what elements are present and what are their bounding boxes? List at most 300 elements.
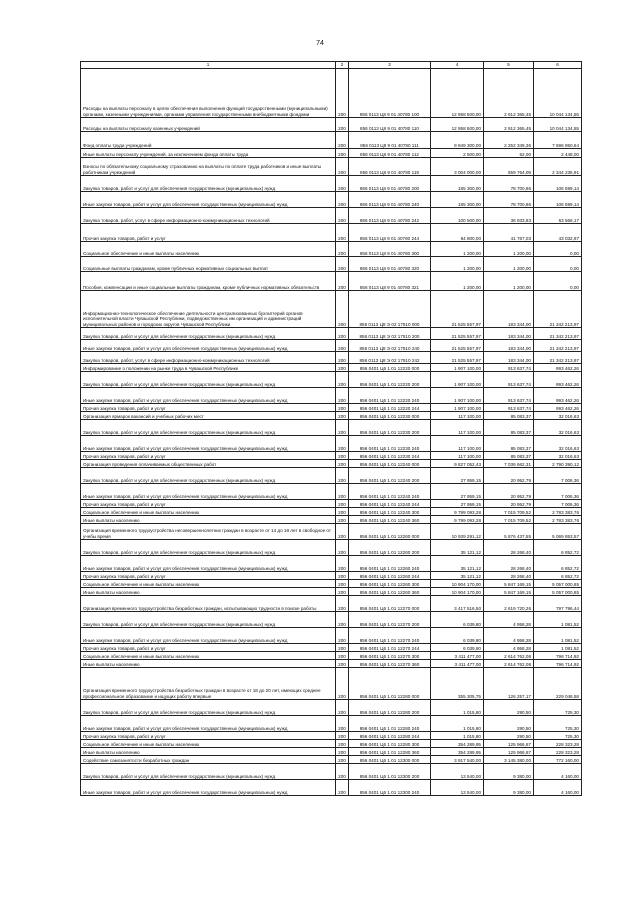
- row-executed-amount-cell: 125 966,67: [484, 740, 534, 748]
- row-unexecuted-amount-cell: 229 048,58: [534, 668, 582, 700]
- row-unexecuted-amount-cell: 5 069 853,57: [534, 524, 582, 540]
- table-row: [81, 452, 582, 460]
- row-budget-code-cell: 856 0401 Ц6 1 01 12240 360: [349, 516, 431, 524]
- row-executed-amount-cell: 85 083,37: [484, 436, 534, 452]
- table-row: [81, 468, 582, 484]
- table-row: [81, 516, 582, 524]
- table-row: [81, 272, 582, 291]
- table-row: [81, 149, 582, 158]
- row-line-code-cell: 200: [336, 158, 349, 176]
- row-executed-amount-cell: 2 252 349,36: [484, 132, 534, 149]
- row-line-code-cell: 200: [336, 540, 349, 556]
- row-executed-amount-cell: 20 952,79: [484, 468, 534, 484]
- row-name-cell: Закупка товаров, работ, услуг в сфере информационно-коммуникационных технологий: [81, 208, 336, 224]
- table-row: [81, 257, 582, 272]
- row-budget-code-cell: 856 0401 Ц6 1 01 12270 244: [349, 644, 431, 652]
- row-unexecuted-amount-cell: 1 081,52: [534, 628, 582, 644]
- row-approved-amount-cell: 117 100,00: [431, 420, 484, 436]
- row-budget-code-cell: 856 0113 Ц8 9 01 40780 242: [349, 208, 431, 224]
- row-executed-amount-cell: 2 614 762,08: [484, 652, 534, 660]
- row-unexecuted-amount-cell: 5 057 000,85: [534, 580, 582, 588]
- row-line-code-cell: 200: [336, 700, 349, 716]
- row-name-cell: Иные выплаты персоналу учреждений, за исключением фонда оплаты труда: [81, 149, 336, 158]
- table-row: [81, 372, 582, 388]
- row-line-code-cell: 200: [336, 516, 349, 524]
- row-name-cell: Иные закупки товаров, работ и услуг для обеспечения государственных (муниципальных) нужд: [81, 780, 336, 796]
- row-executed-amount-cell: 126 257,17: [484, 668, 534, 700]
- row-unexecuted-amount-cell: 21 342 213,97: [534, 352, 582, 364]
- row-executed-amount-cell: 183 344,00: [484, 352, 534, 364]
- row-executed-amount-cell: 2 912 365,45: [484, 69, 534, 118]
- row-line-code-cell: 200: [336, 452, 349, 460]
- row-name-cell: Организация временного трудоустройства несовершеннолетних граждан в возрасте от 14 до 18 лет в свободное от учебы время: [81, 524, 336, 540]
- row-name-cell: Иные закупки товаров, работ и услуг для обеспечения государственных (муниципальных) нужд: [81, 436, 336, 452]
- row-name-cell: Иные выплаты населению: [81, 588, 336, 596]
- row-unexecuted-amount-cell: 32 016,63: [534, 420, 582, 436]
- row-budget-code-cell: 856 0401 Ц6 1 01 12260 000: [349, 524, 431, 540]
- row-name-cell: Прочая закупка товаров, работ и услуг: [81, 572, 336, 580]
- row-budget-code-cell: 856 0401 Ц6 1 01 12260 240: [349, 556, 431, 572]
- row-name-cell: Прочая закупка товаров, работ и услуг: [81, 732, 336, 740]
- row-budget-code-cell: 856 0401 Ц6 1 01 12260 300: [349, 580, 431, 588]
- row-name-cell: Прочая закупка товаров, работ и услуг: [81, 452, 336, 460]
- row-line-code-cell: 200: [336, 328, 349, 340]
- row-unexecuted-amount-cell: 7 696 950,64: [534, 132, 582, 149]
- row-name-cell: Закупка товаров, работ и услуг для обеспечения государственных (муниципальных) нужд: [81, 700, 336, 716]
- row-budget-code-cell: 856 0113 Ц8 Э 02 17510 242: [349, 352, 431, 364]
- page-number: 74: [316, 40, 324, 47]
- row-line-code-cell: 200: [336, 291, 349, 328]
- row-budget-code-cell: 856 0401 Ц6 1 01 12230 200: [349, 420, 431, 436]
- row-executed-amount-cell: 78 700,86: [484, 192, 534, 208]
- row-line-code-cell: 200: [336, 740, 349, 748]
- row-approved-amount-cell: 185 300,00: [431, 192, 484, 208]
- row-line-code-cell: 200: [336, 224, 349, 242]
- row-unexecuted-amount-cell: 228 323,28: [534, 740, 582, 748]
- row-name-cell: Закупка товаров, работ и услуг для обеспечения государственных (муниципальных) нужд: [81, 612, 336, 628]
- row-executed-amount-cell: 1 200,00: [484, 242, 534, 257]
- row-line-code-cell: 200: [336, 732, 349, 740]
- row-line-code-cell: 200: [336, 242, 349, 257]
- row-budget-code-cell: 856 0113 Ц8 9 01 40780 100: [349, 69, 431, 118]
- row-name-cell: Иные закупки товаров, работ и услуг для обеспечения государственных (муниципальных) нужд: [81, 716, 336, 732]
- row-approved-amount-cell: 117 100,00: [431, 412, 484, 420]
- row-unexecuted-amount-cell: 32 016,63: [534, 436, 582, 452]
- row-budget-code-cell: 856 0113 Ц8 9 01 40780 110: [349, 118, 431, 132]
- row-approved-amount-cell: 10 904 170,00: [431, 580, 484, 588]
- row-executed-amount-cell: 9 380,00: [484, 764, 534, 780]
- row-line-code-cell: 200: [336, 524, 349, 540]
- row-executed-amount-cell: 5 876 437,55: [484, 524, 534, 540]
- row-name-cell: Закупка товаров, работ и услуг для обеспечения государственных (муниципальных) нужд: [81, 328, 336, 340]
- row-unexecuted-amount-cell: 0,00: [534, 272, 582, 291]
- row-line-code-cell: 200: [336, 412, 349, 420]
- row-unexecuted-amount-cell: 63 566,17: [534, 208, 582, 224]
- row-budget-code-cell: 856 0113 Ц8 9 01 40780 320: [349, 257, 431, 272]
- table-row: [81, 158, 582, 176]
- row-name-cell: Социальное обеспечение и иные выплаты населению: [81, 508, 336, 516]
- row-line-code-cell: 200: [336, 272, 349, 291]
- row-executed-amount-cell: 913 637,74: [484, 388, 534, 404]
- row-line-code-cell: 200: [336, 668, 349, 700]
- row-executed-amount-cell: 3 145 380,00: [484, 756, 534, 764]
- row-name-cell: Социальное обеспечение и иные выплаты населению: [81, 740, 336, 748]
- row-executed-amount-cell: 290,50: [484, 716, 534, 732]
- table-row: [81, 740, 582, 748]
- row-unexecuted-amount-cell: 1 081,52: [534, 612, 582, 628]
- row-executed-amount-cell: 36 933,83: [484, 208, 534, 224]
- row-budget-code-cell: 856 0401 Ц6 1 01 12270 000: [349, 596, 431, 612]
- row-approved-amount-cell: 35 121,12: [431, 556, 484, 572]
- row-unexecuted-amount-cell: 21 342 213,97: [534, 340, 582, 352]
- row-executed-amount-cell: 1 200,00: [484, 272, 534, 291]
- row-name-cell: Организация ярмарок вакансий и учебных рабочих мест: [81, 412, 336, 420]
- row-approved-amount-cell: 21 525 557,97: [431, 340, 484, 352]
- row-line-code-cell: 200: [336, 420, 349, 436]
- table-row: [81, 612, 582, 628]
- row-executed-amount-cell: 20 952,79: [484, 484, 534, 500]
- row-budget-code-cell: 856 0113 Ц8 9 01 40780 200: [349, 176, 431, 192]
- row-approved-amount-cell: 9 799 093,28: [431, 508, 484, 516]
- row-line-code-cell: 200: [336, 257, 349, 272]
- row-budget-code-cell: 856 0401 Ц6 1 01 12300 240: [349, 780, 431, 796]
- row-line-code-cell: 200: [336, 780, 349, 796]
- row-budget-code-cell: 856 0401 Ц6 1 01 12240 240: [349, 484, 431, 500]
- row-budget-code-cell: 856 0401 Ц6 1 01 12270 200: [349, 612, 431, 628]
- row-approved-amount-cell: 9 799 093,28: [431, 516, 484, 524]
- row-approved-amount-cell: 27 959,15: [431, 484, 484, 500]
- row-unexecuted-amount-cell: 1 081,52: [534, 644, 582, 652]
- table-row: [81, 420, 582, 436]
- table-row: [81, 460, 582, 468]
- table-row: [81, 652, 582, 660]
- row-budget-code-cell: 856 0113 Ц8 Э 02 17510 000: [349, 291, 431, 328]
- row-name-cell: Содействие самозанятости безработных граждан: [81, 756, 336, 764]
- row-approved-amount-cell: 1 200,00: [431, 242, 484, 257]
- row-name-cell: Закупка товаров, работ и услуг для обеспечения государственных (муниципальных) нужд: [81, 372, 336, 388]
- table-row: [81, 328, 582, 340]
- row-executed-amount-cell: 78 700,86: [484, 176, 534, 192]
- row-budget-code-cell: 856 0113 Ц8 Э 02 17510 240: [349, 340, 431, 352]
- row-approved-amount-cell: 9 949 300,00: [431, 132, 484, 149]
- row-executed-amount-cell: 4 958,28: [484, 644, 534, 652]
- row-approved-amount-cell: 1 907 100,00: [431, 372, 484, 388]
- row-unexecuted-amount-cell: 6 852,72: [534, 540, 582, 556]
- table-row: [81, 224, 582, 242]
- row-approved-amount-cell: 1 015,80: [431, 700, 484, 716]
- table-row: [81, 700, 582, 716]
- row-name-cell: Социальное обеспечение и иные выплаты населению: [81, 580, 336, 588]
- row-unexecuted-amount-cell: 6 852,72: [534, 572, 582, 580]
- table-row: [81, 192, 582, 208]
- row-unexecuted-amount-cell: 2 790 390,12: [534, 460, 582, 468]
- row-line-code-cell: 200: [336, 340, 349, 352]
- row-executed-amount-cell: 85 083,37: [484, 412, 534, 420]
- row-approved-amount-cell: 3 411 477,00: [431, 660, 484, 668]
- row-line-code-cell: 200: [336, 436, 349, 452]
- table-row: [81, 242, 582, 257]
- row-unexecuted-amount-cell: 796 714,92: [534, 652, 582, 660]
- row-unexecuted-amount-cell: 2 448,00: [534, 149, 582, 158]
- row-approved-amount-cell: 117 100,00: [431, 436, 484, 452]
- row-approved-amount-cell: 6 039,80: [431, 612, 484, 628]
- row-unexecuted-amount-cell: 993 462,26: [534, 388, 582, 404]
- row-line-code-cell: 200: [336, 660, 349, 668]
- row-line-code-cell: 200: [336, 764, 349, 780]
- row-approved-amount-cell: 84 800,00: [431, 224, 484, 242]
- row-unexecuted-amount-cell: 106 599,14: [534, 176, 582, 192]
- row-budget-code-cell: 856 0113 Ц8 9 01 40780 321: [349, 272, 431, 291]
- row-budget-code-cell: 856 0401 Ц6 1 01 12220 000: [349, 364, 431, 372]
- row-budget-code-cell: 856 0113 Ц8 9 01 40780 240: [349, 192, 431, 208]
- table-row: [81, 588, 582, 596]
- row-budget-code-cell: 856 0401 Ц6 1 01 12230 244: [349, 452, 431, 460]
- row-executed-amount-cell: 2 619 720,26: [484, 596, 534, 612]
- row-executed-amount-cell: 7 036 662,31: [484, 460, 534, 468]
- table-row: [81, 484, 582, 500]
- row-budget-code-cell: 856 0401 Ц6 1 01 12240 300: [349, 508, 431, 516]
- row-line-code-cell: 200: [336, 118, 349, 132]
- row-name-cell: Фонд оплаты труда учреждений: [81, 132, 336, 149]
- header-col-2: 2: [336, 62, 349, 69]
- row-approved-amount-cell: 21 525 557,97: [431, 291, 484, 328]
- row-line-code-cell: 200: [336, 149, 349, 158]
- budget-execution-table: [80, 61, 582, 796]
- row-line-code-cell: 200: [336, 596, 349, 612]
- table-row: [81, 500, 582, 508]
- row-name-cell: Иные закупки товаров, работ и услуг для обеспечения государственных (муниципальных) нужд: [81, 484, 336, 500]
- row-name-cell: Иные закупки товаров, работ и услуг для обеспечения государственных (муниципальных) нужд: [81, 556, 336, 572]
- row-name-cell: Расходы на выплаты персоналу казенных учреждений: [81, 118, 336, 132]
- row-line-code-cell: 200: [336, 192, 349, 208]
- row-approved-amount-cell: 6 039,80: [431, 628, 484, 644]
- row-unexecuted-amount-cell: 796 714,92: [534, 660, 582, 668]
- table-row: [81, 716, 582, 732]
- header-col-5: 5: [484, 62, 534, 69]
- row-line-code-cell: 200: [336, 132, 349, 149]
- table-row: [81, 668, 582, 700]
- row-budget-code-cell: 856 0401 Ц6 1 01 12280 200: [349, 700, 431, 716]
- row-line-code-cell: 200: [336, 556, 349, 572]
- row-approved-amount-cell: 27 959,15: [431, 500, 484, 508]
- row-name-cell: Закупка товаров, работ, услуг в сфере информационно-коммуникационных технологий: [81, 352, 336, 364]
- row-unexecuted-amount-cell: 797 796,44: [534, 596, 582, 612]
- row-unexecuted-amount-cell: 7 006,36: [534, 468, 582, 484]
- row-unexecuted-amount-cell: 0,00: [534, 257, 582, 272]
- row-line-code-cell: 200: [336, 756, 349, 764]
- row-unexecuted-amount-cell: 5 057 000,85: [534, 588, 582, 596]
- row-approved-amount-cell: 10 939 291,12: [431, 524, 484, 540]
- row-line-code-cell: 200: [336, 352, 349, 364]
- row-executed-amount-cell: 7 015 709,52: [484, 516, 534, 524]
- table-row: [81, 556, 582, 572]
- row-approved-amount-cell: 13 540,00: [431, 764, 484, 780]
- row-executed-amount-cell: 913 637,74: [484, 372, 534, 388]
- row-name-cell: Социальное обеспечение и иные выплаты населению: [81, 242, 336, 257]
- table-row: [81, 596, 582, 612]
- row-executed-amount-cell: 659 764,09: [484, 158, 534, 176]
- row-unexecuted-amount-cell: 993 462,26: [534, 372, 582, 388]
- row-unexecuted-amount-cell: 7 006,36: [534, 484, 582, 500]
- row-name-cell: Иные выплаты населению: [81, 516, 336, 524]
- table-row: [81, 436, 582, 452]
- row-executed-amount-cell: 28 268,40: [484, 556, 534, 572]
- row-name-cell: Организация проведения оплачиваемых общественных работ: [81, 460, 336, 468]
- row-executed-amount-cell: 290,50: [484, 732, 534, 740]
- row-executed-amount-cell: 5 847 169,15: [484, 580, 534, 588]
- row-name-cell: Иные закупки товаров, работ и услуг для обеспечения государственных (муниципальных) нужд: [81, 388, 336, 404]
- row-budget-code-cell: 856 0113 Ц8 9 01 40780 300: [349, 242, 431, 257]
- row-unexecuted-amount-cell: 0,00: [534, 242, 582, 257]
- row-approved-amount-cell: 1 015,80: [431, 716, 484, 732]
- row-name-cell: Социальное обеспечение и иные выплаты населению: [81, 652, 336, 660]
- row-line-code-cell: 200: [336, 388, 349, 404]
- row-executed-amount-cell: 9 380,00: [484, 780, 534, 796]
- table-row: [81, 364, 582, 372]
- row-approved-amount-cell: 354 289,95: [431, 748, 484, 756]
- row-line-code-cell: 200: [336, 644, 349, 652]
- row-budget-code-cell: 856 0113 Ц8 9 01 40780 244: [349, 224, 431, 242]
- row-unexecuted-amount-cell: 993 462,26: [534, 404, 582, 412]
- table-row: [81, 572, 582, 580]
- row-unexecuted-amount-cell: 32 016,63: [534, 452, 582, 460]
- row-line-code-cell: 200: [336, 612, 349, 628]
- row-budget-code-cell: 856 0401 Ц6 1 01 12300 200: [349, 764, 431, 780]
- row-budget-code-cell: 856 0401 Ц6 1 01 12270 240: [349, 628, 431, 644]
- row-line-code-cell: 200: [336, 208, 349, 224]
- row-budget-code-cell: 856 0401 Ц6 1 01 12230 000: [349, 412, 431, 420]
- row-name-cell: Закупка товаров, работ и услуг для обеспечения государственных (муниципальных) нужд: [81, 468, 336, 484]
- row-approved-amount-cell: 3 411 477,00: [431, 652, 484, 660]
- row-budget-code-cell: 856 0401 Ц6 1 01 12280 000: [349, 668, 431, 700]
- row-line-code-cell: 200: [336, 176, 349, 192]
- row-unexecuted-amount-cell: 21 342 213,97: [534, 328, 582, 340]
- table-row: [81, 540, 582, 556]
- row-approved-amount-cell: 12 958 500,00: [431, 69, 484, 118]
- row-name-cell: Социальные выплаты гражданам, кроме публичных нормативных социальных выплат: [81, 257, 336, 272]
- table-row: [81, 208, 582, 224]
- row-unexecuted-amount-cell: 4 160,00: [534, 764, 582, 780]
- row-name-cell: Взносы по обязательному социальному страхованию на выплаты по оплате труда работников и иные выплаты работникам учреждений: [81, 158, 336, 176]
- table-row: [81, 508, 582, 516]
- row-line-code-cell: 200: [336, 460, 349, 468]
- row-approved-amount-cell: 1 200,00: [431, 272, 484, 291]
- row-executed-amount-cell: 7 015 709,52: [484, 508, 534, 516]
- row-budget-code-cell: 856 0401 Ц6 1 01 12220 200: [349, 372, 431, 388]
- row-approved-amount-cell: 117 100,00: [431, 452, 484, 460]
- row-name-cell: Иные выплаты населению: [81, 748, 336, 756]
- table-row: [81, 412, 582, 420]
- row-budget-code-cell: 856 0401 Ц6 1 01 12220 240: [349, 388, 431, 404]
- row-approved-amount-cell: 13 540,00: [431, 780, 484, 796]
- row-name-cell: Иные выплаты населению: [81, 660, 336, 668]
- row-approved-amount-cell: 1 907 100,00: [431, 364, 484, 372]
- table-row: [81, 756, 582, 764]
- row-approved-amount-cell: 9 827 052,43: [431, 460, 484, 468]
- row-name-cell: Организация временного трудоустройства безработных граждан в возрасте от 18 до 20 лет, имеющих среднее профессиональное образование и ищущих работу впервые: [81, 668, 336, 700]
- table-row: [81, 352, 582, 364]
- row-unexecuted-amount-cell: 228 323,28: [534, 748, 582, 756]
- row-unexecuted-amount-cell: 10 044 134,55: [534, 69, 582, 118]
- row-executed-amount-cell: 913 637,74: [484, 364, 534, 372]
- row-approved-amount-cell: 1 907 100,00: [431, 388, 484, 404]
- row-executed-amount-cell: 2 912 365,45: [484, 118, 534, 132]
- row-approved-amount-cell: 21 525 557,97: [431, 352, 484, 364]
- row-name-cell: Прочая закупка товаров, работ и услуг: [81, 404, 336, 412]
- row-approved-amount-cell: 3 004 000,00: [431, 158, 484, 176]
- row-approved-amount-cell: 355 305,75: [431, 668, 484, 700]
- row-executed-amount-cell: 41 767,03: [484, 224, 534, 242]
- row-approved-amount-cell: 1 200,00: [431, 257, 484, 272]
- row-executed-amount-cell: 183 344,00: [484, 340, 534, 352]
- row-name-cell: Информирование о положении на рынке труда в Чувашской Республике: [81, 364, 336, 372]
- row-approved-amount-cell: 21 525 557,97: [431, 328, 484, 340]
- table-row: [81, 118, 582, 132]
- row-budget-code-cell: 856 0113 Ц8 Э 02 17510 200: [349, 328, 431, 340]
- row-line-code-cell: 200: [336, 572, 349, 580]
- row-unexecuted-amount-cell: 725,30: [534, 716, 582, 732]
- row-budget-code-cell: 856 0401 Ц6 1 01 12280 360: [349, 748, 431, 756]
- row-approved-amount-cell: 3 917 540,00: [431, 756, 484, 764]
- table-row: [81, 580, 582, 588]
- row-approved-amount-cell: 185 300,00: [431, 176, 484, 192]
- row-name-cell: Иные закупки товаров, работ и услуг для обеспечения государственных (муниципальных) нужд: [81, 192, 336, 208]
- row-approved-amount-cell: 2 500,00: [431, 149, 484, 158]
- row-budget-code-cell: 856 0401 Ц6 1 01 12230 240: [349, 436, 431, 452]
- row-name-cell: Закупка товаров, работ и услуг для обеспечения государственных (муниципальных) нужд: [81, 176, 336, 192]
- row-approved-amount-cell: 1 907 100,00: [431, 404, 484, 412]
- row-line-code-cell: 200: [336, 508, 349, 516]
- row-executed-amount-cell: 125 966,67: [484, 748, 534, 756]
- row-budget-code-cell: 856 0113 Ц8 9 01 40780 112: [349, 149, 431, 158]
- table-row: [81, 628, 582, 644]
- row-name-cell: Закупка товаров, работ и услуг для обеспечения государственных (муниципальных) нужд: [81, 540, 336, 556]
- row-budget-code-cell: 856 0401 Ц6 1 01 12240 200: [349, 468, 431, 484]
- row-line-code-cell: 200: [336, 364, 349, 372]
- row-executed-amount-cell: 913 637,74: [484, 404, 534, 412]
- row-unexecuted-amount-cell: 2 783 383,76: [534, 508, 582, 516]
- header-col-3: 3: [349, 62, 431, 69]
- table-row: [81, 132, 582, 149]
- row-budget-code-cell: 856 0401 Ц6 1 01 12280 244: [349, 732, 431, 740]
- row-line-code-cell: 200: [336, 500, 349, 508]
- row-executed-amount-cell: 183 344,00: [484, 291, 534, 328]
- row-executed-amount-cell: 52,00: [484, 149, 534, 158]
- row-name-cell: Закупка товаров, работ и услуг для обеспечения государственных (муниципальных) нужд: [81, 420, 336, 436]
- row-unexecuted-amount-cell: 993 462,26: [534, 364, 582, 372]
- table-row: [81, 644, 582, 652]
- row-executed-amount-cell: 85 083,37: [484, 420, 534, 436]
- row-name-cell: Организация временного трудоустройства безработных граждан, испытывающих трудности в поиске работы: [81, 596, 336, 612]
- table-row: [81, 291, 582, 328]
- row-name-cell: Информационно-технологическое обеспечение деятельности централизованных бухгалтерий органов исполнительной власти Чувашской Республики, подведомственных им организаций и администраций муниципальных районов и городских округов Чувашской Республики: [81, 291, 336, 328]
- row-name-cell: Иные закупки товаров, работ и услуг для обеспечения государственных (муниципальных) нужд: [81, 628, 336, 644]
- row-approved-amount-cell: 27 959,15: [431, 468, 484, 484]
- row-approved-amount-cell: 10 904 170,00: [431, 588, 484, 596]
- row-approved-amount-cell: 354 289,95: [431, 740, 484, 748]
- row-name-cell: Закупка товаров, работ и услуг для обеспечения государственных (муниципальных) нужд: [81, 764, 336, 780]
- row-approved-amount-cell: 1 015,80: [431, 732, 484, 740]
- table-row: [81, 176, 582, 192]
- row-budget-code-cell: 856 0401 Ц6 1 01 12260 360: [349, 588, 431, 596]
- table-row: [81, 780, 582, 796]
- row-name-cell: Прочая закупка товаров, работ и услуг: [81, 500, 336, 508]
- row-unexecuted-amount-cell: 2 344 235,91: [534, 158, 582, 176]
- row-line-code-cell: 200: [336, 628, 349, 644]
- row-unexecuted-amount-cell: 7 006,36: [534, 500, 582, 508]
- row-budget-code-cell: 856 0401 Ц6 1 01 12260 244: [349, 572, 431, 580]
- row-unexecuted-amount-cell: 2 783 383,76: [534, 516, 582, 524]
